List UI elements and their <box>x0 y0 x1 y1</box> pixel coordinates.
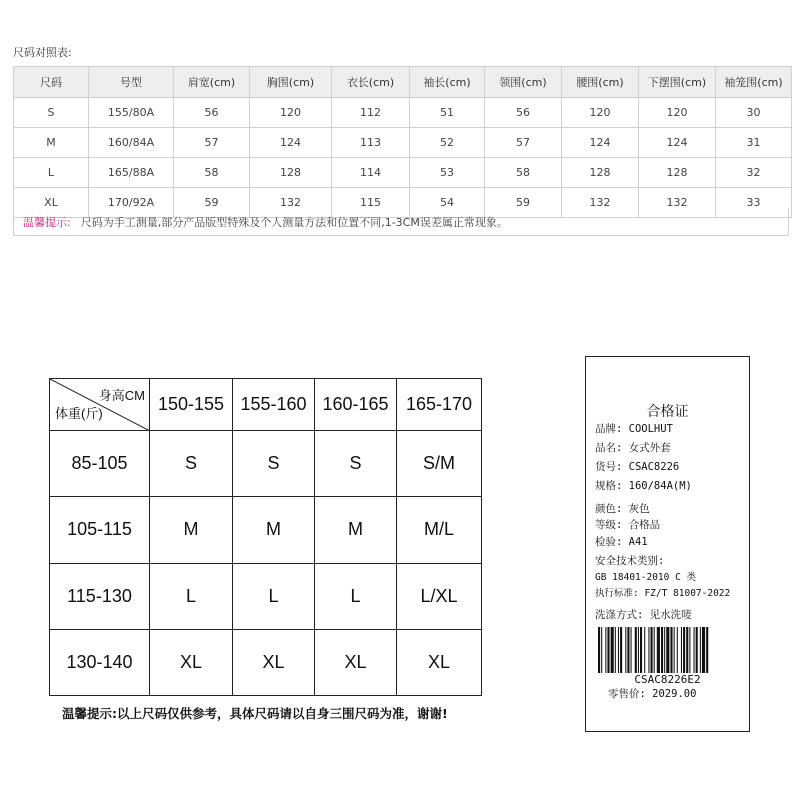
size-chart-cell: 57 <box>174 128 250 158</box>
size-chart-header-cell: 肩宽(cm) <box>174 67 250 98</box>
size-chart-cell: 132 <box>639 188 716 218</box>
tip-text: 尺码为手工测量,部分产品版型特殊及个人测量方法和位置不同,1-3CM误差属正常现象。 <box>80 215 508 229</box>
size-chart-cell: 120 <box>639 98 716 128</box>
hang-tag <box>585 356 750 732</box>
corner-weight-label: 体重(斤) <box>55 406 103 422</box>
size-chart-cell: 120 <box>562 98 639 128</box>
size-chart-cell: 160/84A <box>89 128 174 158</box>
grid-size-cell: XL <box>233 629 315 695</box>
grid-height-header: 160-165 <box>315 379 397 431</box>
grid-height-header: 150-155 <box>150 379 233 431</box>
size-chart-cell: 54 <box>410 188 485 218</box>
size-chart-cell: 56 <box>485 98 562 128</box>
size-chart-cell: 59 <box>174 188 250 218</box>
grid-row <box>50 563 482 629</box>
tag-safety-label: 安全技术类别: <box>595 555 665 567</box>
grid-size-cell: S <box>233 431 315 497</box>
size-chart-cell: 112 <box>332 98 410 128</box>
size-chart-cell: 124 <box>250 128 332 158</box>
size-chart-cell: 124 <box>562 128 639 158</box>
grid-size-cell: XL <box>150 629 233 695</box>
size-chart-cell: 132 <box>562 188 639 218</box>
size-chart-cell: 58 <box>174 158 250 188</box>
grid-size-cell: L/XL <box>397 563 482 629</box>
size-chart-cell: 30 <box>716 98 792 128</box>
size-chart-cell: S <box>14 98 89 128</box>
size-chart-title: 尺码对照表: <box>13 46 72 59</box>
tag-inspection: 检验: A41 <box>595 536 648 548</box>
size-chart-cell: 32 <box>716 158 792 188</box>
grid-size-cell: XL <box>397 629 482 695</box>
size-chart-cell: 31 <box>716 128 792 158</box>
tag-price: 零售价: 2029.00 <box>608 688 697 700</box>
size-chart-cell: XL <box>14 188 89 218</box>
size-chart-row <box>14 98 792 128</box>
size-chart-cell: 155/80A <box>89 98 174 128</box>
size-chart-cell: M <box>14 128 89 158</box>
grid-weight-cell: 85-105 <box>50 431 150 497</box>
size-chart-row <box>14 128 792 158</box>
grid-size-cell: M <box>150 497 233 563</box>
size-chart-row <box>14 158 792 188</box>
barcode-image <box>598 627 738 673</box>
size-chart-header-row <box>14 67 792 98</box>
size-chart-header-cell: 号型 <box>89 67 174 98</box>
size-chart-table <box>13 66 792 218</box>
corner-height-label: 身高CM <box>98 388 145 403</box>
size-chart-cell: 58 <box>485 158 562 188</box>
size-chart-cell: 59 <box>485 188 562 218</box>
tag-item-no: 货号: CSAC8226 <box>595 461 680 473</box>
size-chart-header-cell: 尺码 <box>14 67 89 98</box>
grid-size-cell: XL <box>315 629 397 695</box>
size-chart-cell: 165/88A <box>89 158 174 188</box>
tag-grade: 等级: 合格品 <box>595 519 661 531</box>
grid-row <box>50 431 482 497</box>
size-chart-cell: 115 <box>332 188 410 218</box>
size-chart-cell: 124 <box>639 128 716 158</box>
grid-row <box>50 629 482 695</box>
grid-size-cell: L <box>233 563 315 629</box>
size-chart-header-cell: 袖长(cm) <box>410 67 485 98</box>
grid-weight-cell: 115-130 <box>50 563 150 629</box>
tag-spec: 规格: 160/84A(M) <box>595 480 692 492</box>
tag-title: 合格证 <box>646 404 689 420</box>
fit-grid-note: 温馨提示:以上尺码仅供参考，具体尺码请以自身三围尺码为准，谢谢! <box>62 706 448 721</box>
size-chart-header-cell: 腰围(cm) <box>562 67 639 98</box>
tag-washing: 洗涤方式: 见水洗唛 <box>595 609 692 621</box>
barcode-text: CSAC8226E2 <box>634 673 701 686</box>
grid-size-cell: L <box>150 563 233 629</box>
grid-row <box>50 497 482 563</box>
size-chart-cell: 128 <box>250 158 332 188</box>
grid-size-cell: S <box>315 431 397 497</box>
grid-size-cell: L <box>315 563 397 629</box>
grid-size-cell: M/L <box>397 497 482 563</box>
size-chart-cell: 56 <box>174 98 250 128</box>
size-chart-cell: 113 <box>332 128 410 158</box>
grid-weight-cell: 130-140 <box>50 629 150 695</box>
grid-size-cell: S <box>150 431 233 497</box>
size-chart-cell: 51 <box>410 98 485 128</box>
size-chart-header-cell: 领围(cm) <box>485 67 562 98</box>
size-chart-header-cell: 衣长(cm) <box>332 67 410 98</box>
size-chart-cell: 128 <box>562 158 639 188</box>
size-chart-header-cell: 胸围(cm) <box>250 67 332 98</box>
size-chart-cell: 132 <box>250 188 332 218</box>
tag-brand: 品牌: COOLHUT <box>595 423 673 435</box>
size-chart-cell: 33 <box>716 188 792 218</box>
grid-height-header: 165-170 <box>397 379 482 431</box>
size-chart-header-cell: 袖笼围(cm) <box>716 67 792 98</box>
size-chart-cell: 120 <box>250 98 332 128</box>
tip-label: 温馨提示: <box>23 215 71 229</box>
grid-size-cell: M <box>233 497 315 563</box>
tag-color: 颜色: 灰色 <box>595 503 650 515</box>
grid-size-cell: S/M <box>397 431 482 497</box>
grid-height-header: 155-160 <box>233 379 315 431</box>
grid-weight-cell: 105-115 <box>50 497 150 563</box>
size-chart-cell: 128 <box>639 158 716 188</box>
tag-safety-value: GB 18401-2010 C 类 <box>595 572 697 583</box>
size-chart-cell: 170/92A <box>89 188 174 218</box>
size-chart-cell: 57 <box>485 128 562 158</box>
size-chart-cell: 52 <box>410 128 485 158</box>
tag-standard: 执行标准: FZ/T 81007-2022 <box>595 588 731 599</box>
grid-size-cell: M <box>315 497 397 563</box>
size-chart-tip <box>13 208 789 236</box>
size-chart-cell: L <box>14 158 89 188</box>
fit-grid <box>49 378 482 696</box>
size-chart-cell: 53 <box>410 158 485 188</box>
size-chart-cell: 114 <box>332 158 410 188</box>
grid-corner-cell <box>50 379 150 431</box>
tag-name: 品名: 女式外套 <box>595 442 671 454</box>
size-chart-header-cell: 下摆围(cm) <box>639 67 716 98</box>
